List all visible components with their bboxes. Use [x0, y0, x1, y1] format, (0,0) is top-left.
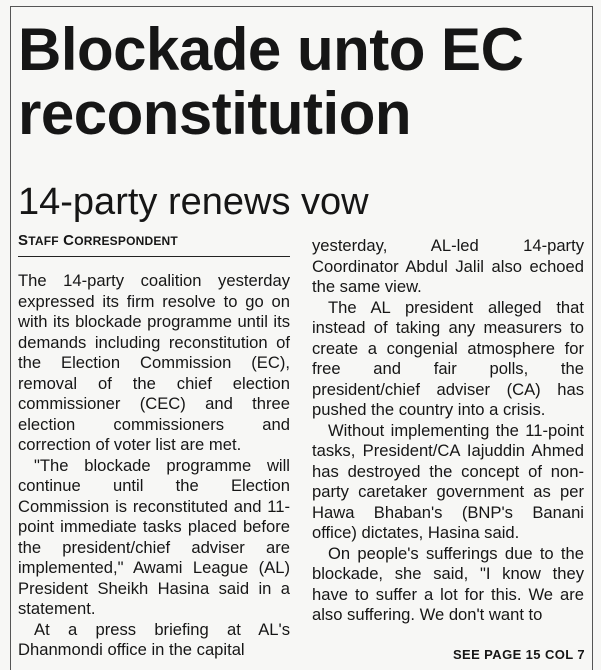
paragraph: Without implementing the 11-point tasks, President/CA Iajuddin Ahmed has destroyed the concept of non-party caretaker government as per Hawa Bhaban's (BNP's Banani office) dictates, Hasina said. [312, 420, 584, 542]
article-column-1 [18, 232, 290, 661]
paragraph: yesterday, AL-led 14-party Coordinator Abdul Jalil also echoed the same view. [312, 236, 584, 296]
paragraph: The AL president alleged that instead of taking any measurers to create a congenial atmosphere for free and fair polls, the president/chief adviser (CA) has pushed the country into a crisis. [312, 297, 584, 419]
left-rule [10, 6, 11, 670]
top-rule [10, 6, 593, 7]
paragraph: The 14-party coalition yesterday expressed its firm resolve to go on with its blockade programme until its demands including reconstitution of the Election Commission (EC), removal of the chief election commissioner (CEC) and three election commissioners and correction of voter list are met. [18, 271, 290, 454]
paragraph: On people's sufferings due to the blockade, she said, "I know they have to suffer a lot for this. We are also suffering. We don't want to [312, 543, 584, 624]
headline: Blockade unto EC reconstitution [18, 16, 524, 147]
paragraph: "The blockade programme will continue until the Election Commission is reconstituted and 11-point immediate tasks placed before the president/chief adviser are implemented," Awami League (AL) President Sheikh Hasina said in a statement. [18, 455, 290, 618]
article-column-2 [312, 236, 584, 626]
byline: STAFF CORRESPONDENT [18, 232, 290, 257]
continuation-note: SEE PAGE 15 COL 7 [452, 647, 585, 662]
paragraph: At a press briefing at AL's Dhanmondi office in the capital [18, 619, 290, 659]
subheadline: 14-party renews vow [18, 181, 369, 223]
